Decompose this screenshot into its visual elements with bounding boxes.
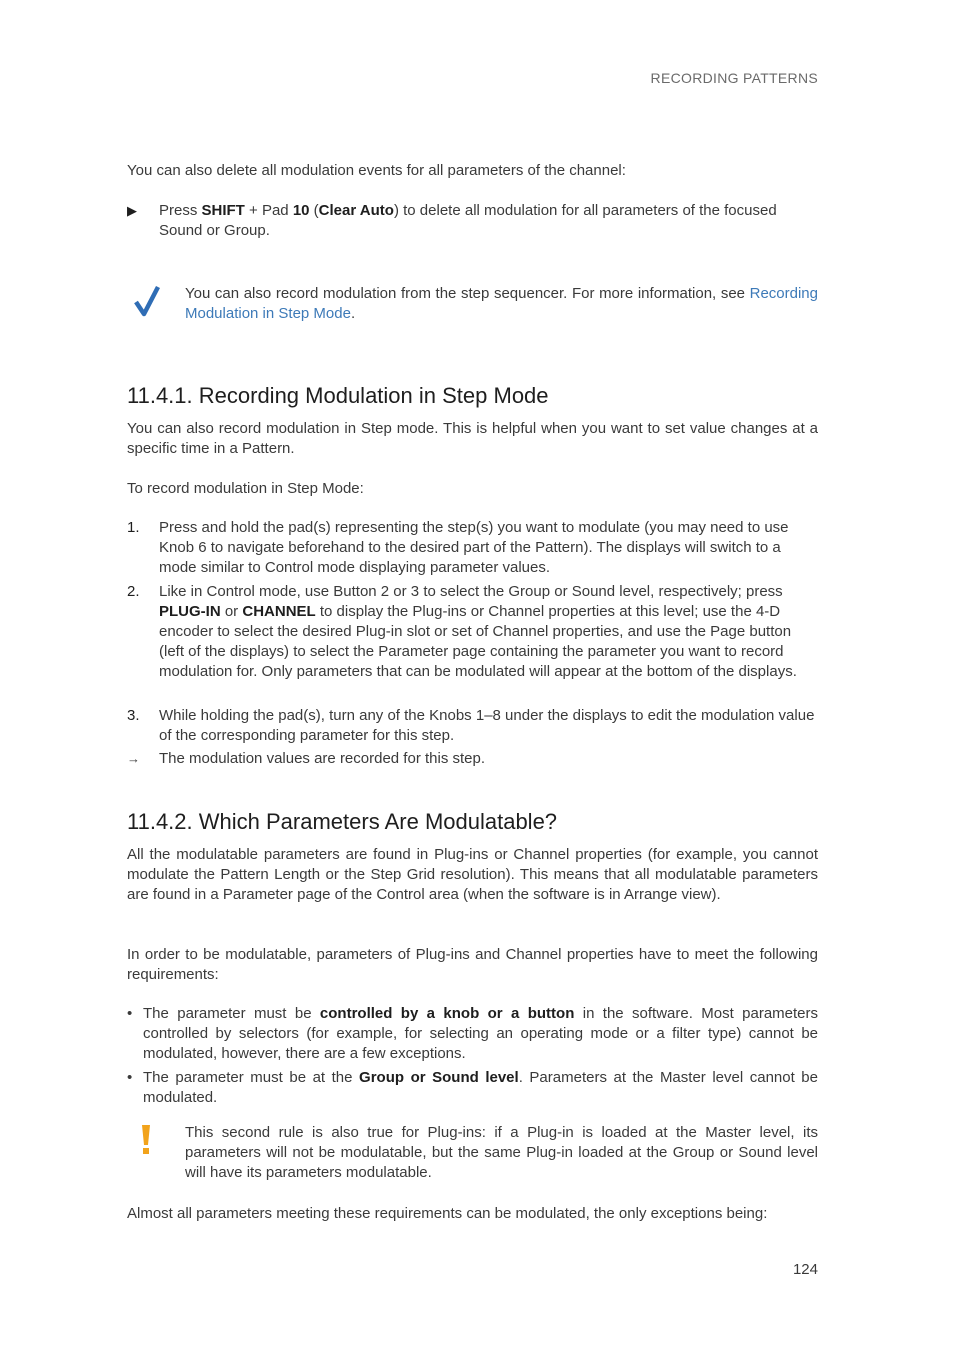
section-heading-modulatable: 11.4.2. Which Parameters Are Modulatable?: [127, 809, 558, 834]
requirement-text: The parameter must be controlled by a knob or a button in the software. Most parameters controlled by selectors (for example, for selecting an operating mode or a filter type) cannot be modulated, however, there are a few exceptions.: [143, 1005, 819, 1062]
action-marker: ▶: [127, 203, 137, 218]
warning-note: This second rule is also true for Plug-ins: if a Plug-in is loaded at the Master level, its parameters will not be modulatable, but the same Plug-in loaded at the Group or Sound level will have its parameters modulatable.: [185, 1124, 818, 1181]
step-mode-link[interactable]: Recording Modulation in Step Mode: [185, 285, 818, 322]
page-number: 124: [792, 1261, 818, 1278]
step-number: 2.: [127, 583, 140, 600]
exclamation-icon: [140, 1124, 152, 1156]
bullet-marker: •: [127, 1069, 133, 1086]
step-number: 3.: [127, 707, 140, 724]
step-text: Press and hold the pad(s) representing the step(s) you want to modulate (you may need to use Knob 6 to navigate beforehand to the desired part of the Pattern). The displays will switch to a mode similar to Control mode displaying parameter values.: [159, 519, 789, 576]
intro-paragraph: You can also delete all modulation events for all parameters of the channel:: [127, 162, 626, 179]
bullet-marker: •: [127, 1005, 133, 1022]
section1-paragraph-2: To record modulation in Step Mode:: [127, 480, 364, 497]
section2-paragraph-2: In order to be modulatable, parameters of Plug-ins and Channel properties have to meet the following requirements:: [127, 946, 818, 983]
step-text: Like in Control mode, use Button 2 or 3 to select the Group or Sound level, respectively; press PLUG-IN or CHANNEL to display the Plug-ins or Channel properties at this level; use the 4-D encoder to select the desired Plug-in slot or set of Channel properties, and use the Page button (left of the displays) to select the Parameter page containing the parameter you want to record modulation for. Only parameters that can be modulated will appear at the bottom of the displays.: [159, 583, 797, 680]
section-heading-step-mode: 11.4.1. Recording Modulation in Step Mode: [127, 383, 549, 408]
step-text: While holding the pad(s), turn any of the Knobs 1–8 under the displays to edit the modulation value of the corresponding parameter for this step.: [159, 707, 815, 744]
step-number: 1.: [127, 519, 140, 536]
result-text: The modulation values are recorded for this step.: [159, 750, 486, 767]
action-text: Press SHIFT + Pad 10 (Clear Auto) to delete all modulation for all parameters of the focused Sound or Group.: [159, 202, 777, 239]
requirement-text: The parameter must be at the Group or Sound level. Parameters at the Master level cannot be modulated.: [143, 1069, 818, 1106]
running-header: RECORDING PATTERNS: [650, 70, 818, 86]
section2-paragraph-1: All the modulatable parameters are found in Plug-ins or Channel properties (for example, you cannot modulate the Pattern Length or the Step Grid resolution). This means that all modulatable parameters are found in a Parameter page of the Control area (when the software is in Arrange view).: [127, 846, 818, 903]
tip-note: You can also record modulation from the step sequencer. For more information, see Recording Modulation in Step Mode.: [185, 285, 818, 322]
section1-paragraph-1: You can also record modulation in Step mode. This is helpful when you want to set value changes at a specific time in a Pattern.: [127, 420, 818, 457]
result-arrow-icon: →: [127, 751, 140, 766]
checkmark-icon: [133, 284, 161, 318]
section2-paragraph-3: Almost all parameters meeting these requirements can be modulated, the only exceptions being:: [127, 1205, 768, 1222]
